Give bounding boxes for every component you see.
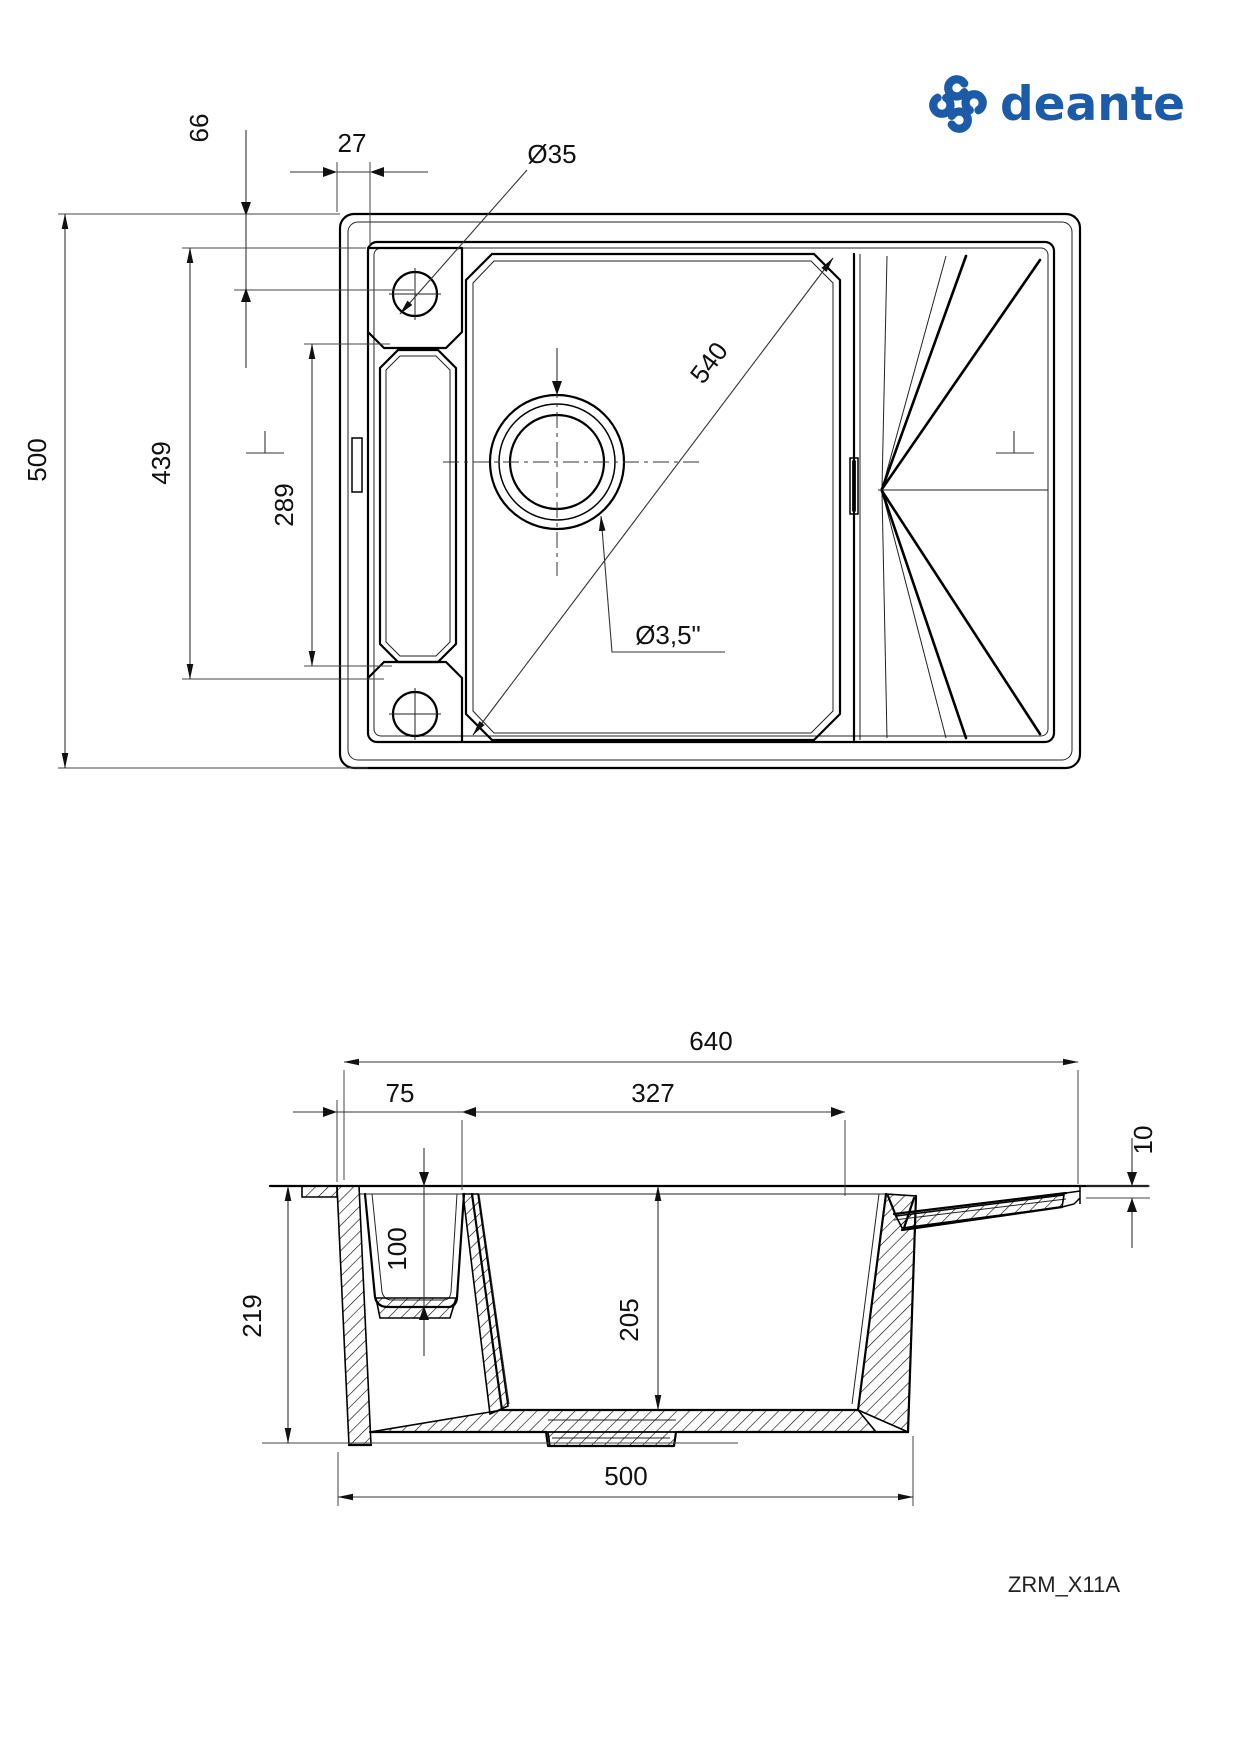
- rail-trough-section: [365, 1194, 464, 1318]
- dimension-drain: [601, 516, 725, 652]
- dimension-hole-edge-offset: [184, 114, 414, 368]
- dimension-basin-depth: [614, 1186, 658, 1410]
- dim-219: 219: [237, 1294, 267, 1338]
- dim-640: 640: [689, 1026, 733, 1056]
- centerline-mark-left: [246, 431, 284, 453]
- slope-arrow: [552, 381, 562, 395]
- top-view: [22, 114, 1080, 768]
- basin-floor-section: [349, 1410, 908, 1446]
- dim-66: 66: [184, 113, 214, 143]
- left-wall-section: [337, 1186, 371, 1445]
- drainboard-pattern: [878, 256, 1048, 738]
- deck-edge-inner: [374, 248, 1048, 736]
- dimension-rail-depth: [382, 1148, 429, 1356]
- overflow-slot-left: [352, 438, 362, 492]
- deck-edge: [368, 242, 1054, 742]
- dim-75: 75: [385, 1078, 415, 1108]
- dimension-overall-depth: [22, 214, 368, 768]
- dim-d35: Ø35: [527, 139, 577, 169]
- dimension-overall-width: [344, 1026, 1078, 1184]
- faucet-platform-bottom: [368, 662, 462, 742]
- drain: [443, 348, 700, 576]
- dim-439: 439: [146, 441, 176, 485]
- dim-500-body: 500: [604, 1461, 648, 1491]
- centerline-mark-right: [996, 431, 1034, 453]
- section-view: [237, 1026, 1158, 1506]
- countertop-slab-left: [302, 1186, 337, 1197]
- dimension-rail-width: [293, 1078, 845, 1196]
- basin-left-wall-section: [463, 1194, 509, 1414]
- rail-recess: [380, 350, 456, 662]
- faucet-platform-top: [368, 248, 462, 348]
- dimension-hole-side-offset: [290, 128, 428, 246]
- dim-10: 10: [1128, 1125, 1158, 1155]
- dim-500-depth: 500: [22, 438, 52, 482]
- dim-540: 540: [683, 336, 734, 389]
- dimension-basin-diagonal: [473, 258, 833, 735]
- drainboard-section: [888, 1186, 1080, 1230]
- sink-outer-edge: [340, 214, 1080, 768]
- dim-100: 100: [382, 1227, 412, 1271]
- deante-wordmark: deante: [1000, 76, 1186, 132]
- dim-327: 327: [631, 1078, 675, 1108]
- model-code: ZRM_X11A: [1007, 1572, 1120, 1597]
- dimension-faucet-hole: [400, 139, 577, 314]
- dim-205: 205: [614, 1298, 644, 1342]
- dim-289: 289: [269, 483, 299, 527]
- dim-27: 27: [337, 128, 367, 158]
- dim-d35in: Ø3,5": [635, 620, 701, 650]
